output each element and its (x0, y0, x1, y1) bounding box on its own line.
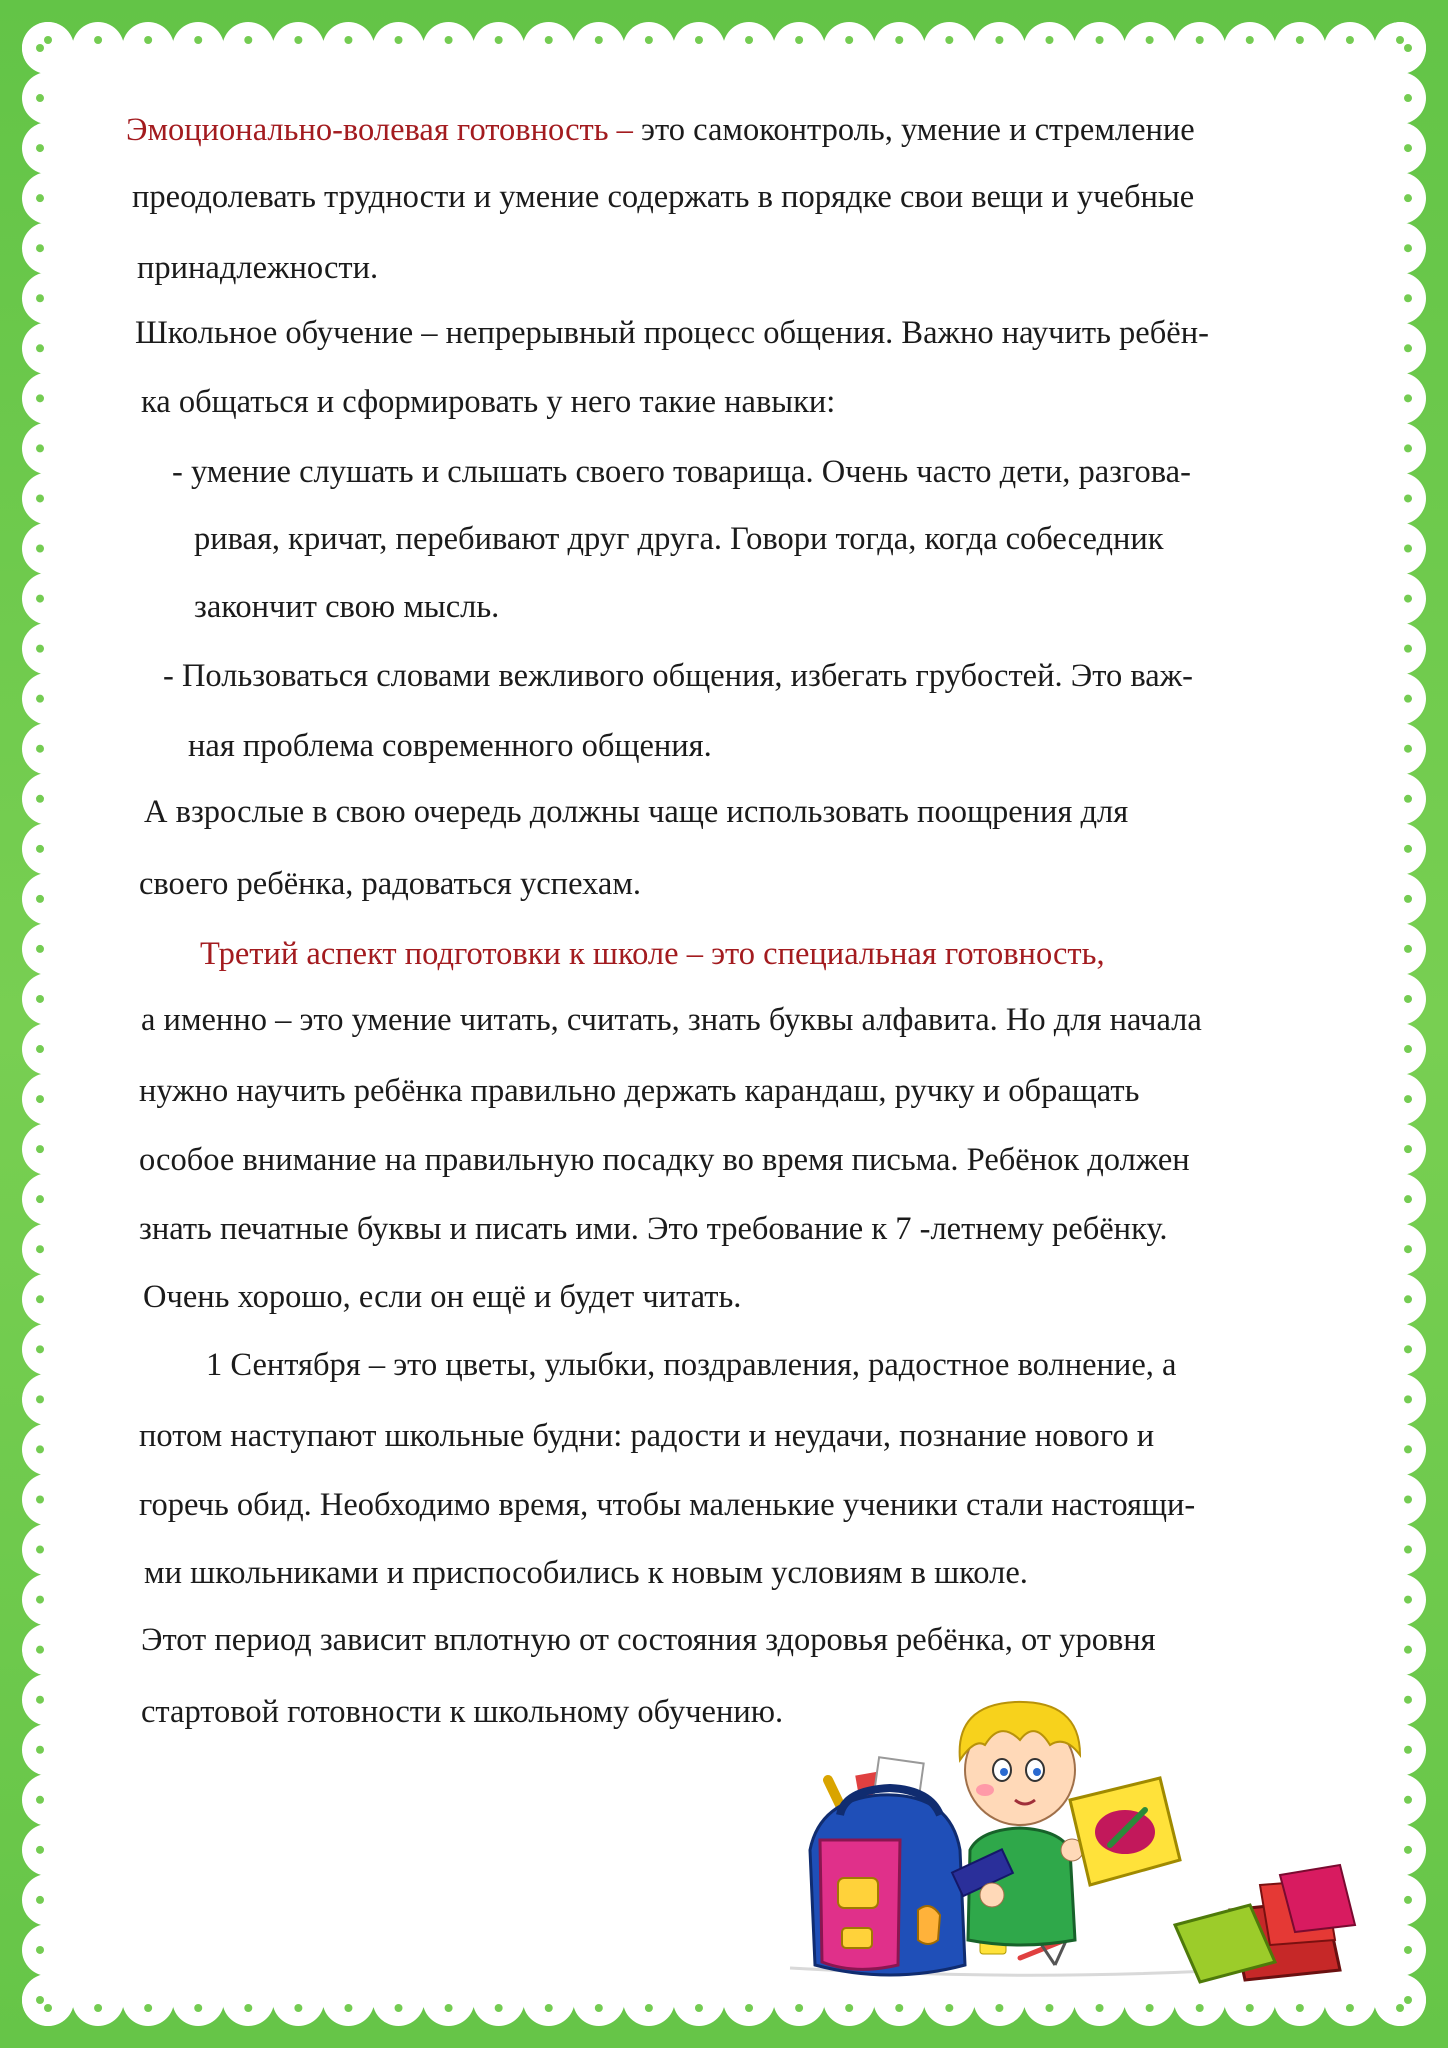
bullet1-line2: ривая, кричат, перебивают друг друга. Говори тогда, когда собеседник (194, 521, 1164, 557)
paragraph5-line4: ми школьниками и приспособились к новым условиям в школе. (144, 1555, 1028, 1591)
paragraph2-line1: Школьное обучение – непрерывный процесс общения. Важно научить ребён- (135, 315, 1209, 351)
paragraph1-line3: принадлежности. (137, 250, 379, 286)
boy-cheek (976, 1784, 994, 1796)
paragraph5-line3: горечь обид. Необходимо время, чтобы маленькие ученики стали настоящи- (139, 1487, 1196, 1523)
boy-pupil-left (1000, 1768, 1008, 1776)
paragraph4-line5: Очень хорошо, если он ещё и будет читать. (143, 1279, 742, 1315)
bag-clasp (838, 1878, 878, 1908)
bullet1-line1: - умение слушать и слышать своего товарища. Очень часто дети, разгова- (172, 454, 1191, 490)
paragraph2-line2: ка общаться и сформировать у него такие навыки: (141, 384, 836, 420)
drawing-book (1070, 1778, 1180, 1885)
bullet2-line1: - Пользоваться словами вежливого общения, избегать грубостей. Это важ- (163, 658, 1193, 694)
paragraph3-line2: своего ребёнка, радоваться успехам. (139, 866, 642, 902)
stacked-books (1175, 1865, 1355, 1982)
paragraph4-line3: особое внимание на правильную посадку во время письма. Ребёнок должен (139, 1142, 1190, 1178)
paragraph6-line1: Этот период зависит вплотную от состояния здоровья ребёнка, от уровня (141, 1622, 1156, 1658)
bag-side-pocket (918, 1906, 940, 1944)
emotional-readiness-term: Эмоционально-волевая готовность – (126, 112, 633, 148)
paragraph4-line1: а именно – это умение читать, считать, знать буквы алфавита. Но для начала (141, 1002, 1202, 1038)
boy-hand-left (980, 1883, 1004, 1907)
paragraph3-line1: А взрослые в свою очередь должны чаще использовать поощрения для (144, 794, 1129, 830)
paragraph1-line2: преодолевать трудности и умение содержать в порядке свои вещи и учебные (132, 179, 1195, 215)
paragraph6-line2: стартовой готовности к школьному обучению. (141, 1694, 784, 1730)
boy-pupil-right (1033, 1768, 1041, 1776)
paragraph1-line1-rest: это самоконтроль, умение и стремление (632, 112, 1195, 148)
paragraph5-line1: 1 Сентября – это цветы, улыбки, поздравления, радостное волнение, а (206, 1347, 1177, 1383)
bullet1-line3: закончит свою мысль. (194, 589, 500, 625)
paragraph1-line1 (126, 110, 1195, 150)
schoolbag (810, 1757, 965, 1975)
special-readiness-heading: Третий аспект подготовки к школе – это специальная готовность, (200, 936, 1105, 972)
paragraph4-line2: нужно научить ребёнка правильно держать карандаш, ручку и обращать (139, 1073, 1140, 1109)
paragraph5-line2: потом наступают школьные будни: радости и неудачи, познание нового и (139, 1418, 1155, 1454)
boy-with-schoolbag-illustration (780, 1700, 1380, 2000)
bag-buckle (842, 1928, 872, 1948)
bullet2-line2: ная проблема современного общения. (188, 728, 712, 764)
boy (952, 1702, 1083, 1945)
paragraph4-line4: знать печатные буквы и писать ими. Это требование к 7 -летнему ребёнку. (139, 1211, 1168, 1247)
